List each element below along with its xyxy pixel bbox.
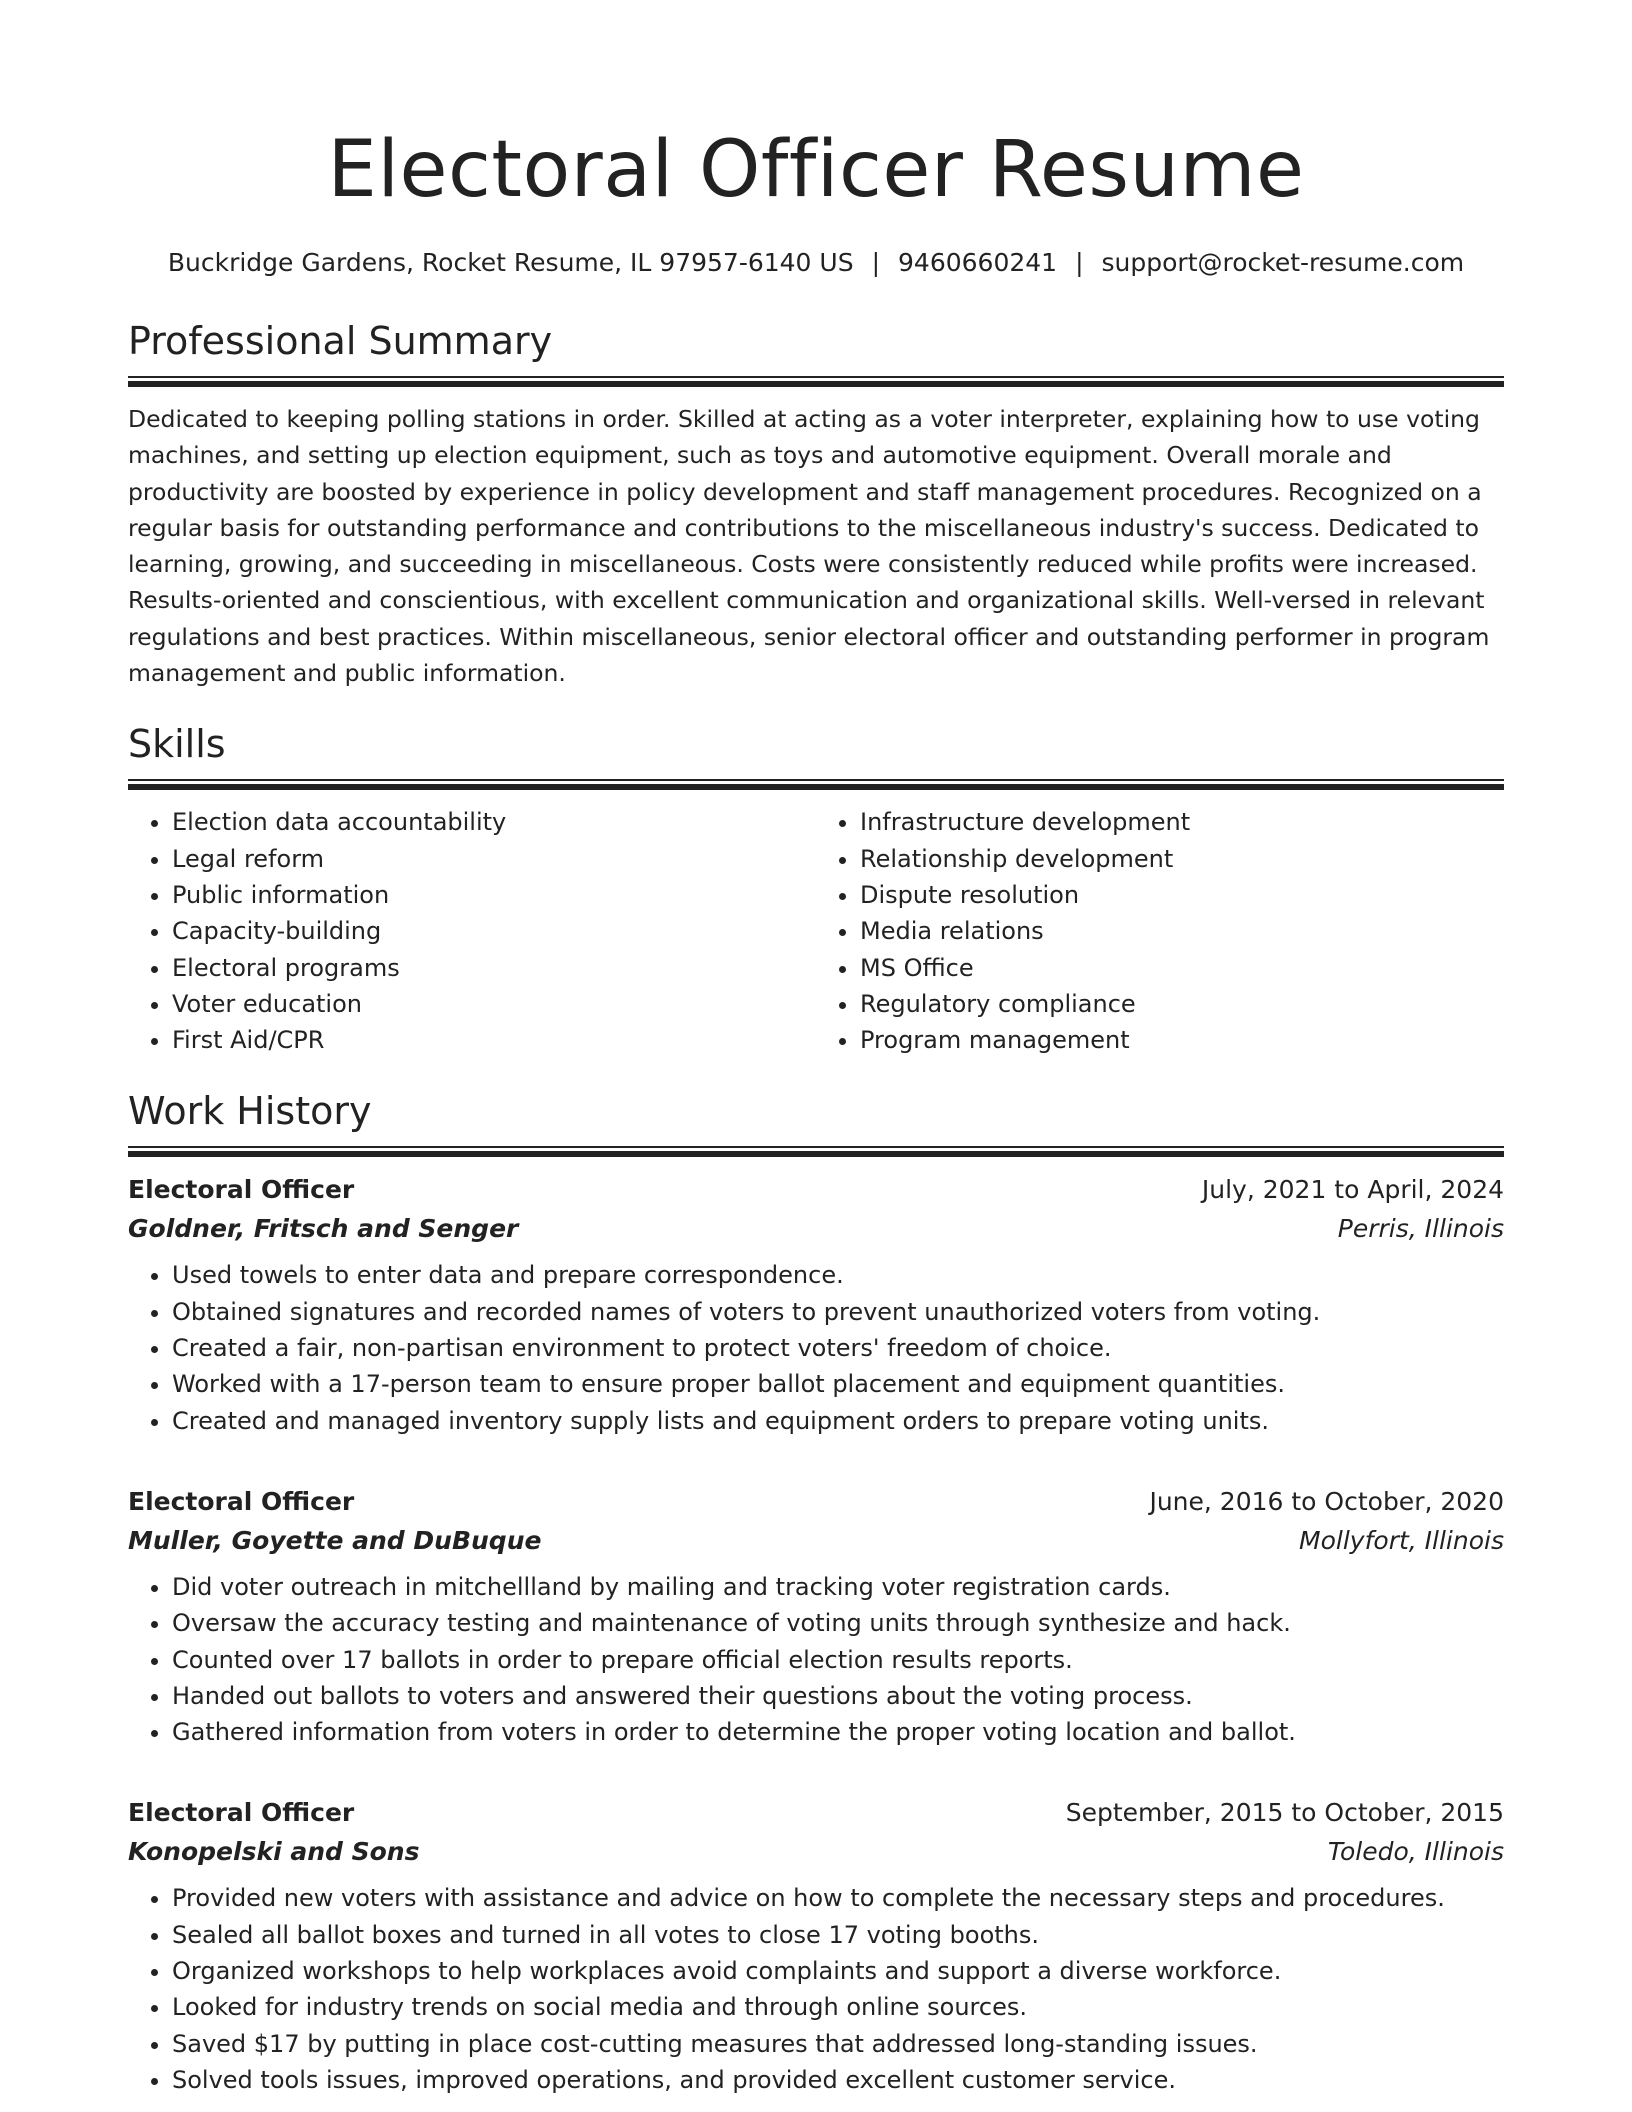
skill-item: • Capacity-building [172,913,816,949]
job-title: Electoral Officer [128,1486,355,1516]
job-bullet: • Used towels to enter data and prepare correspondence. [172,1257,1504,1293]
contact-separator: | [1075,248,1084,277]
job-header-row [128,1794,1504,1832]
job-bullet: • Provided new voters with assistance and advice on how to complete the necessary steps and procedures. [172,1880,1504,1916]
job-title: Electoral Officer [128,1175,355,1205]
job-bullets [128,1257,1504,1438]
job-bullet: • Obtained signatures and recorded names of voters to prevent unauthorized voters from voting. [172,1294,1504,1330]
job-bullet: • Counted over 17 ballots in order to prepare official election results reports. [172,1642,1504,1678]
job-dates: June, 2016 to October, 2020 [1149,1486,1504,1516]
skill-item: • MS Office [860,950,1504,986]
job-bullet: • Did voter outreach in mitchellland by mailing and tracking voter registration cards. [172,1569,1504,1605]
skills-section [128,719,1504,1058]
skill-item: • Legal reform [172,841,816,877]
job-dates: September, 2015 to October, 2015 [1065,1798,1504,1828]
skills-column-right [816,804,1504,1058]
professional-summary-section [128,316,1504,691]
job-bullet: • Created a fair, non-partisan environment to protect voters' freedom of choice. [172,1330,1504,1366]
job-company: Konopelski and Sons [128,1837,420,1867]
contact-separator: | [871,248,881,277]
job-bullet: • Sealed all ballot boxes and turned in all votes to close 17 voting booths. [172,1917,1504,1953]
skill-item: • Voter education [172,986,816,1022]
job-entry [128,1483,1504,1750]
job-bullets [128,1880,1504,2098]
job-company: Muller, Goyette and DuBuque [128,1525,542,1555]
job-bullet: • Created and managed inventory supply lists and equipment orders to prepare voting units. [172,1403,1504,1439]
section-heading-skills: Skills [128,722,226,767]
skills-column-left [128,804,816,1058]
job-company-row [128,1832,1504,1872]
job-entry [128,1794,1504,2098]
skill-item: • Election data accountability [172,804,816,840]
resume-page [128,0,1504,2098]
job-header-row [128,1171,1504,1209]
job-company-row [128,1209,1504,1249]
job-company: Goldner, Fritsch and Senger [128,1214,519,1244]
contact-email: support@rocket-resume.com [1101,248,1465,277]
resume-title: Electoral Officer Resume [327,125,1305,215]
work-history-section [128,1086,1504,2098]
job-bullet: • Organized workshops to help workplaces avoid complaints and support a diverse workforce. [172,1953,1504,1989]
job-entry [128,1171,1504,1438]
skill-item: • Electoral programs [172,950,816,986]
job-bullet: • Gathered information from voters in order to determine the proper voting location and ballot. [172,1714,1504,1750]
section-divider [128,376,1504,387]
job-bullet: • Oversaw the accuracy testing and maintenance of voting units through synthesize and hack. [172,1605,1504,1641]
skill-item: • First Aid/CPR [172,1022,816,1058]
job-bullets [128,1569,1504,1750]
skills-grid [128,804,1504,1058]
contact-address: Buckridge Gardens, Rocket Resume, IL 97957-6140 US [167,248,854,277]
job-dates: July, 2021 to April, 2024 [1201,1175,1504,1205]
skill-item: • Media relations [860,913,1504,949]
skill-item: • Public information [172,877,816,913]
contact-phone: 9460660241 [898,248,1058,277]
job-header-row [128,1483,1504,1521]
skill-item: • Program management [860,1022,1504,1058]
job-bullet: • Saved $17 by putting in place cost-cutting measures that addressed long-standing issues. [172,2026,1504,2062]
job-location: Mollyfort, Illinois [1299,1525,1504,1555]
job-bullet: • Looked for industry trends on social media and through online sources. [172,1989,1504,2025]
contact-line [128,246,1504,280]
section-heading-summary: Professional Summary [128,319,553,363]
job-company-row [128,1521,1504,1561]
section-heading-work: Work History [128,1089,372,1134]
job-bullet: • Solved tools issues, improved operations, and provided excellent customer service. [172,2062,1504,2098]
skill-item: • Dispute resolution [860,877,1504,913]
section-divider [128,1146,1504,1157]
job-location: Perris, Illinois [1337,1214,1504,1244]
job-bullet: • Handed out ballots to voters and answered their questions about the voting process. [172,1678,1504,1714]
summary-text: Dedicated to keeping polling stations in order. Skilled at acting as a voter interpreter, explaining how to use voting machines, and setting up election equipment, such as toys and automotive equipment. Overall morale and productivity are boosted by experience in policy development and staff management procedures. Recognized on a regular basis for outstanding performance and contributions to the miscellaneous industry's success. Dedicated to learning, growing, and succeeding in miscellaneous. Costs were consistently reduced while profits were increased. Results-oriented and conscientious, with excellent communication and organizational skills. Well-versed in relevant regulations and best practices. Within miscellaneous, senior electoral officer and outstanding performer in program management and public information. [128,405,1490,688]
job-title: Electoral Officer [128,1798,355,1828]
job-location: Toledo, Illinois [1327,1837,1504,1867]
skill-item: • Infrastructure development [860,804,1504,840]
skill-item: • Relationship development [860,841,1504,877]
section-divider [128,779,1504,790]
skill-item: • Regulatory compliance [860,986,1504,1022]
job-bullet: • Worked with a 17-person team to ensure proper ballot placement and equipment quantities. [172,1366,1504,1402]
